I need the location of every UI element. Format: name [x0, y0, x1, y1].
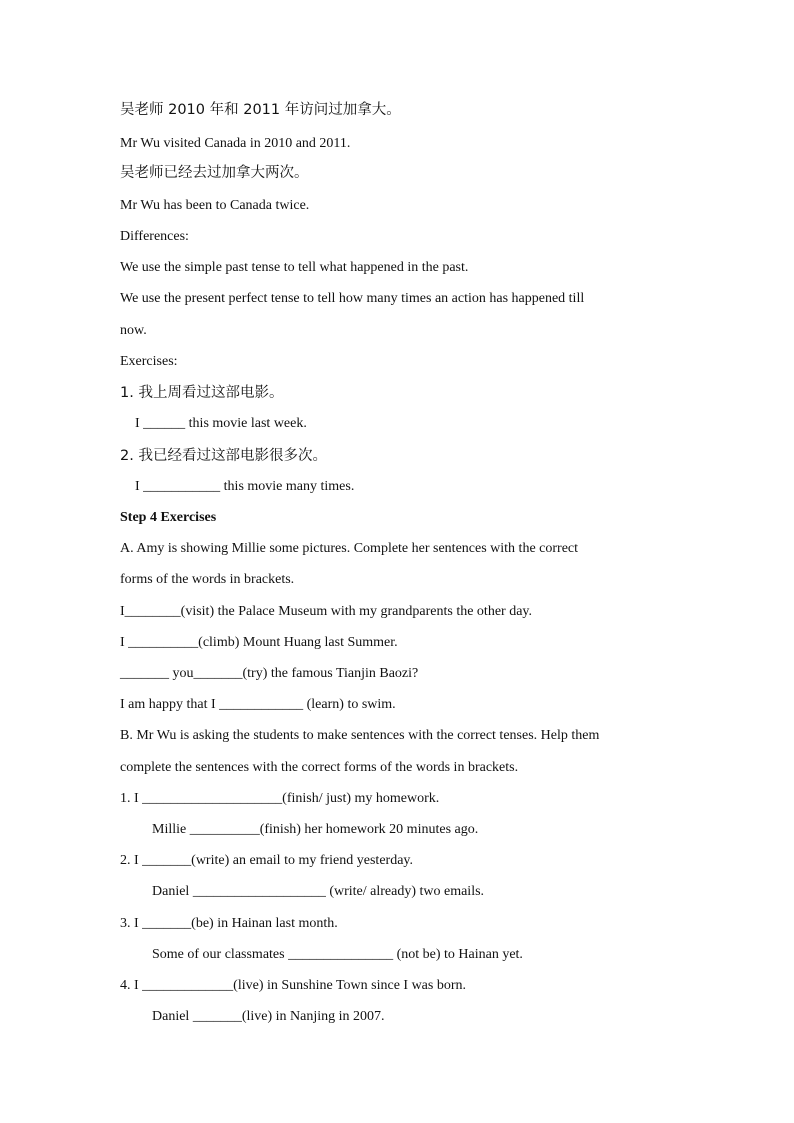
- section-a-instructions-cont: forms of the words in brackets.: [120, 572, 295, 587]
- section-b-item-1b: Millie __________(finish) her homework 20 minutes ago.: [152, 822, 479, 837]
- english-sentence-visited: Mr Wu visited Canada in 2010 and 2011.: [120, 136, 351, 151]
- section-b-item-2a: 2. I _______(write) an email to my friend yesterday.: [120, 853, 414, 868]
- differences-heading: Differences:: [120, 229, 189, 244]
- section-b-instructions-cont: complete the sentences with the correct forms of the words in brackets.: [120, 760, 519, 775]
- section-a-instructions: A. Amy is showing Millie some pictures. Complete her sentences with the correct: [120, 541, 579, 556]
- present-perfect-explanation: We use the present perfect tense to tell how many times an action has happened till: [120, 291, 585, 306]
- section-b-item-3b: Some of our classmates _______________ (not be) to Hainan yet.: [152, 947, 523, 962]
- section-a-item-2: I __________(climb) Mount Huang last Summer.: [120, 635, 398, 650]
- step-4-heading: Step 4 Exercises: [120, 510, 217, 525]
- section-b-instructions: B. Mr Wu is asking the students to make sentences with the correct tenses. Help them: [120, 728, 600, 743]
- exercises-heading: Exercises:: [120, 354, 178, 369]
- english-sentence-been: Mr Wu has been to Canada twice.: [120, 198, 310, 213]
- chinese-sentence-been: 吴老师已经去过加拿大两次。: [120, 165, 309, 181]
- section-a-item-3: _______ you_______(try) the famous Tianjin Baozi?: [120, 666, 419, 681]
- exercise-1-chinese: 1. 我上周看过这部电影。: [120, 385, 284, 401]
- section-b-item-3a: 3. I _______(be) in Hainan last month.: [120, 916, 338, 931]
- section-b-item-2b: Daniel ___________________ (write/ already) two emails.: [152, 884, 485, 899]
- section-b-item-4b: Daniel _______(live) in Nanjing in 2007.: [152, 1009, 385, 1024]
- exercise-2-chinese: 2. 我已经看过这部电影很多次。: [120, 448, 327, 464]
- section-b-item-1a: 1. I ____________________(finish/ just) my homework.: [120, 791, 440, 806]
- chinese-sentence-visited: 吴老师 2010 年和 2011 年访问过加拿大。: [120, 102, 401, 118]
- section-a-item-1: I________(visit) the Palace Museum with my grandparents the other day.: [120, 604, 532, 619]
- exercise-1-english: I ______ this movie last week.: [135, 416, 307, 431]
- exercise-2-english: I ___________ this movie many times.: [135, 479, 355, 494]
- section-a-item-4: I am happy that I ____________ (learn) to swim.: [120, 697, 396, 712]
- section-b-item-4a: 4. I _____________(live) in Sunshine Town since I was born.: [120, 978, 467, 993]
- simple-past-explanation: We use the simple past tense to tell what happened in the past.: [120, 260, 469, 275]
- present-perfect-explanation-cont: now.: [120, 323, 147, 338]
